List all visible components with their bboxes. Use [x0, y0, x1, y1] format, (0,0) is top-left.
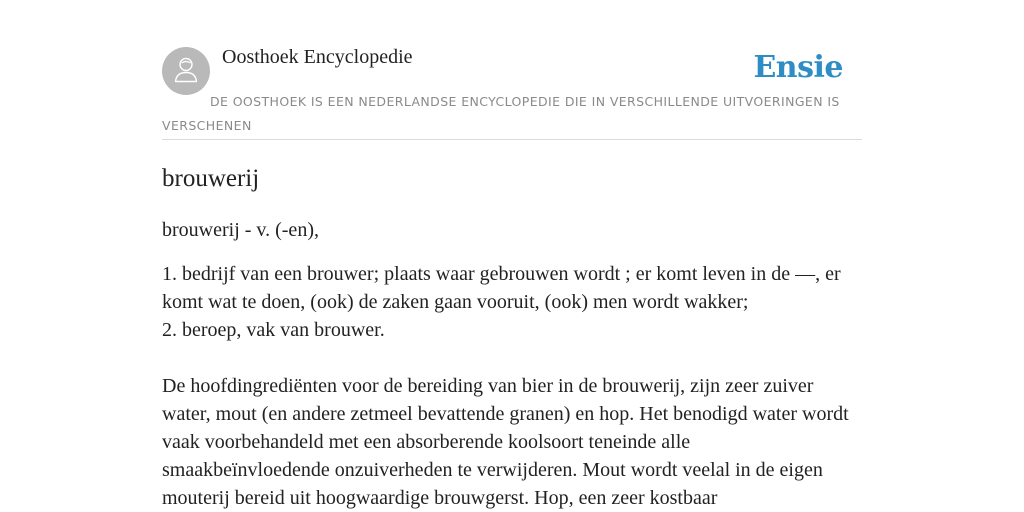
entry-paragraph: De hoofdingrediënten voor de bereiding van bier in de brouwerij, zijn zeer zuiver water, mout (en andere zetmeel bevattende granen) en hop. Het benodigd water wordt vaak voorbehandeld met een absorberende koolsoort teneinde alle smaakbeïnvloedende onzuiverheden te verwijderen. Mout wordt veelal in de eigen mouterij bereid uit hoogwaardige brouwgerst. Hop, een zeer kostbaar [162, 375, 849, 509]
source-avatar[interactable] [162, 47, 210, 95]
entry-headword: brouwerij - v. (-en), [162, 219, 319, 241]
main-container [162, 0, 862, 512]
user-avatar-icon [171, 54, 201, 89]
source-header [162, 0, 862, 140]
ensie-logo-link[interactable]: Ensie [753, 50, 843, 85]
definition-item-2: 2. beroep, vak van brouwer. [162, 319, 385, 341]
entry-content [162, 140, 862, 512]
definition-item-1: 1. bedrijf van een brouwer; plaats waar gebrouwen wordt ; er komt leven in de —, er komt wat te doen, (ook) de zaken gaan vooruit, (ook) men wordt wakker; [162, 263, 841, 313]
definition-list [162, 260, 862, 344]
source-name-link[interactable]: Oosthoek Encyclopedie [222, 46, 413, 68]
entry-title: brouwerij [162, 165, 260, 192]
source-tagline: DE OOSTHOEK IS EEN NEDERLANDSE ENCYCLOPEDIE DIE IN VERSCHILLENDE UITVOERINGEN IS VERSCHENEN [162, 94, 840, 133]
